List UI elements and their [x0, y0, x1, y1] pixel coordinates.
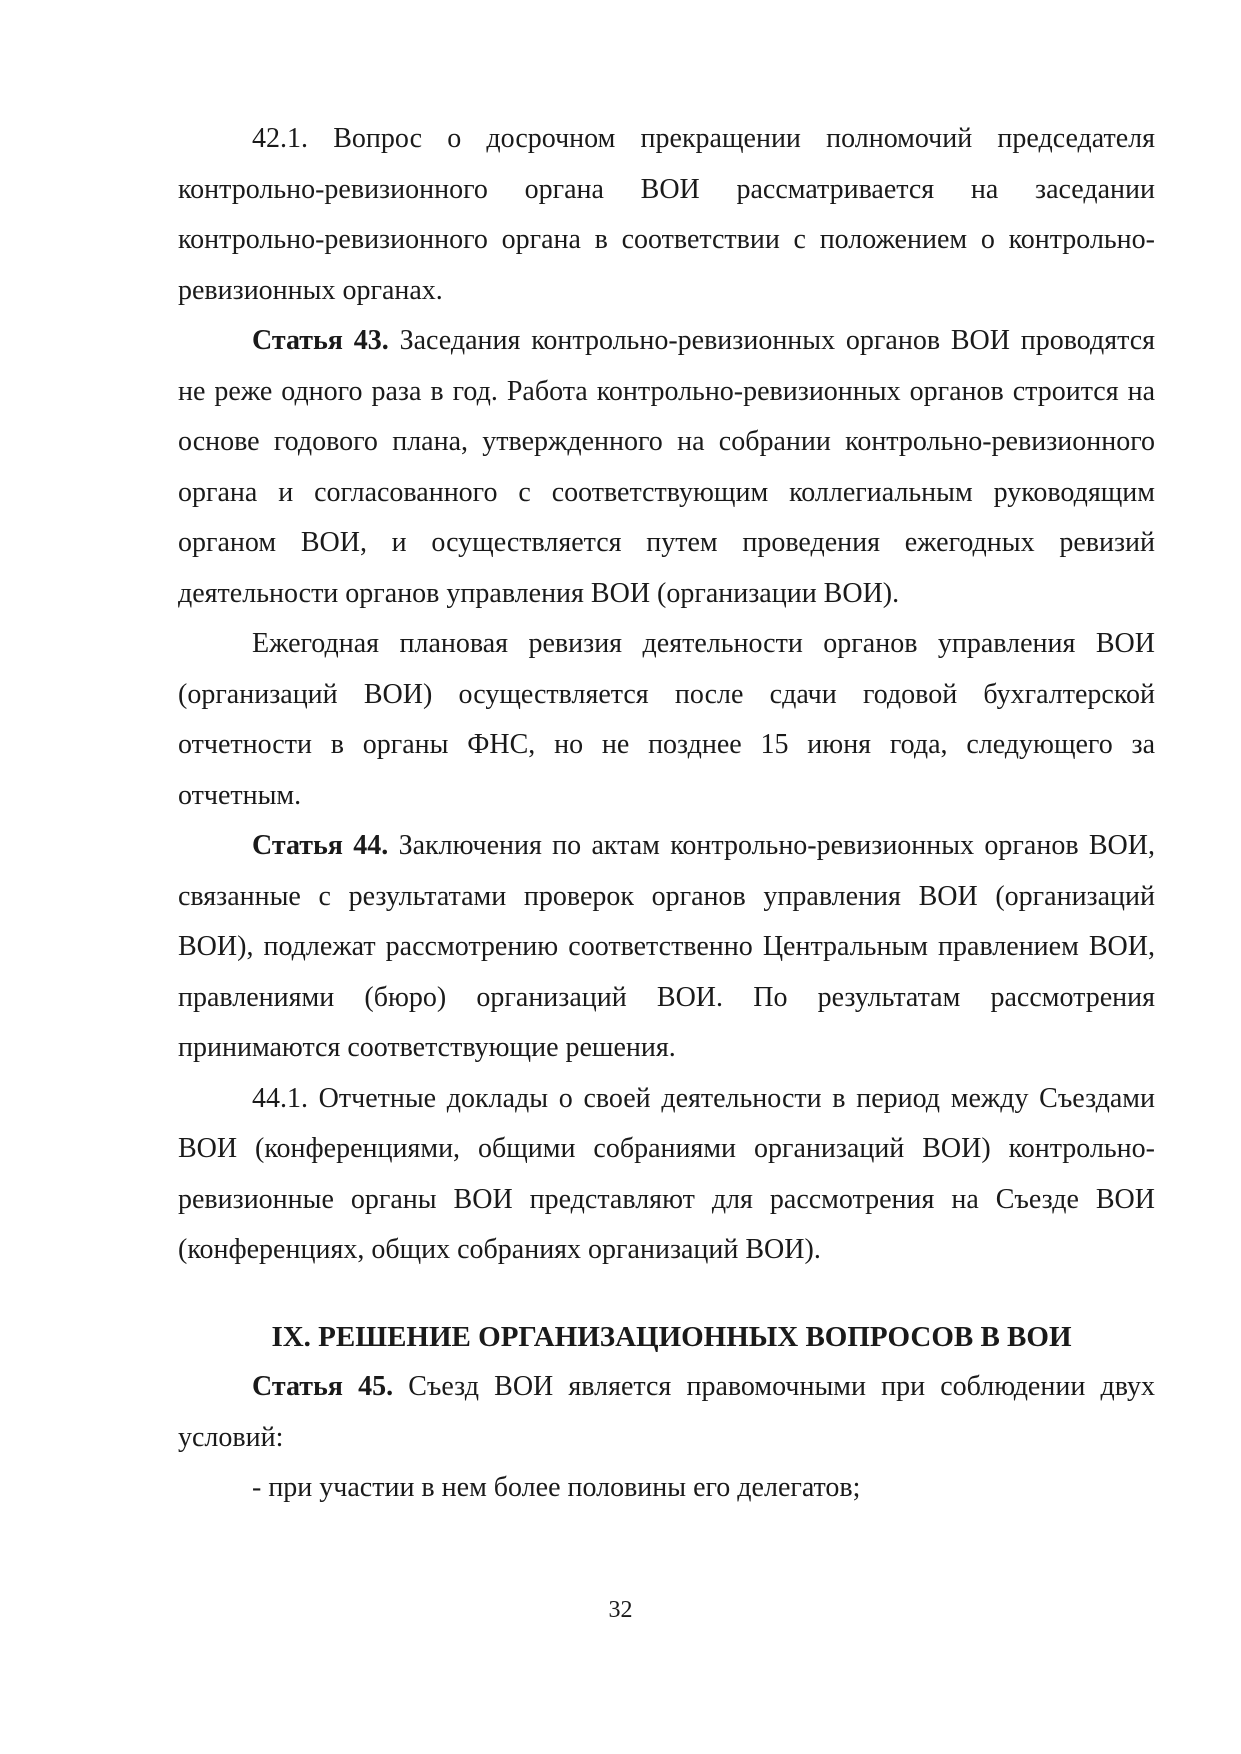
paragraph-text: Съезд ВОИ является правомочными при соблюдении двух условий: [178, 1371, 1155, 1453]
article-label: Статья 45. [252, 1371, 394, 1402]
paragraph-text: Ежегодная плановая ревизия деятельности органов управления ВОИ (организаций ВОИ) осуществляется после сдачи годовой бухгалтерской отчетности в органы ФНС, но не позднее 15 июня года, следующего за отчетным. [178, 628, 1155, 811]
paragraph-annual-audit [178, 619, 1155, 821]
section-heading: IX. РЕШЕНИЕ ОРГАНИЗАЦИОННЫХ ВОПРОСОВ В ВОИ [271, 1320, 1072, 1353]
page-content [178, 114, 1155, 1514]
paragraph-44-1 [178, 1074, 1155, 1276]
paragraph-42-1 [178, 114, 1155, 316]
paragraph-article-45 [178, 1362, 1155, 1463]
paragraph-text: Заключения по актам контрольно-ревизионных органов ВОИ, связанные с результатами проверок органов управления ВОИ (организаций ВОИ), подлежат рассмотрению соответственно Центральным правлением ВОИ, правлениями (бюро) организаций ВОИ. По результатам рассмотрения принимаются соответствующие решения. [178, 830, 1155, 1063]
paragraph-text: Заседания контрольно-ревизионных органов ВОИ проводятся не реже одного раза в год. Работа контрольно-ревизионных органов строится на основе годового плана, утвержденного на собрании контрольно-ревизионного органа и согласованного с соответствующим коллегиальным руководящим органом ВОИ, и осуществляется путем проведения ежегодных ревизий деятельности органов управления ВОИ (организации ВОИ). [178, 325, 1156, 609]
paragraph-text: 44.1. Отчетные доклады о своей деятельности в период между Съездами ВОИ (конференциями, общими собраниями организаций ВОИ) контрольно-ревизионные органы ВОИ представляют для рассмотрения на Съезде ВОИ (конференциях, общих собраниях организаций ВОИ). [178, 1082, 1155, 1265]
article-label: Статья 44. [252, 830, 389, 861]
paragraph-article-43 [178, 316, 1155, 619]
list-item: - при участии в нем более половины его делегатов; [252, 1472, 861, 1503]
article-label: Статья 43. [252, 325, 389, 356]
paragraph-text: 42.1. Вопрос о досрочном прекращении полномочий председателя контрольно-ревизионного органа ВОИ рассматривается на заседании контрольно-ревизионного органа в соответствии с положением о контрольно-ревизионных органах. [178, 123, 1155, 306]
paragraph-article-44 [178, 821, 1155, 1074]
page-number: 32 [608, 1597, 633, 1623]
